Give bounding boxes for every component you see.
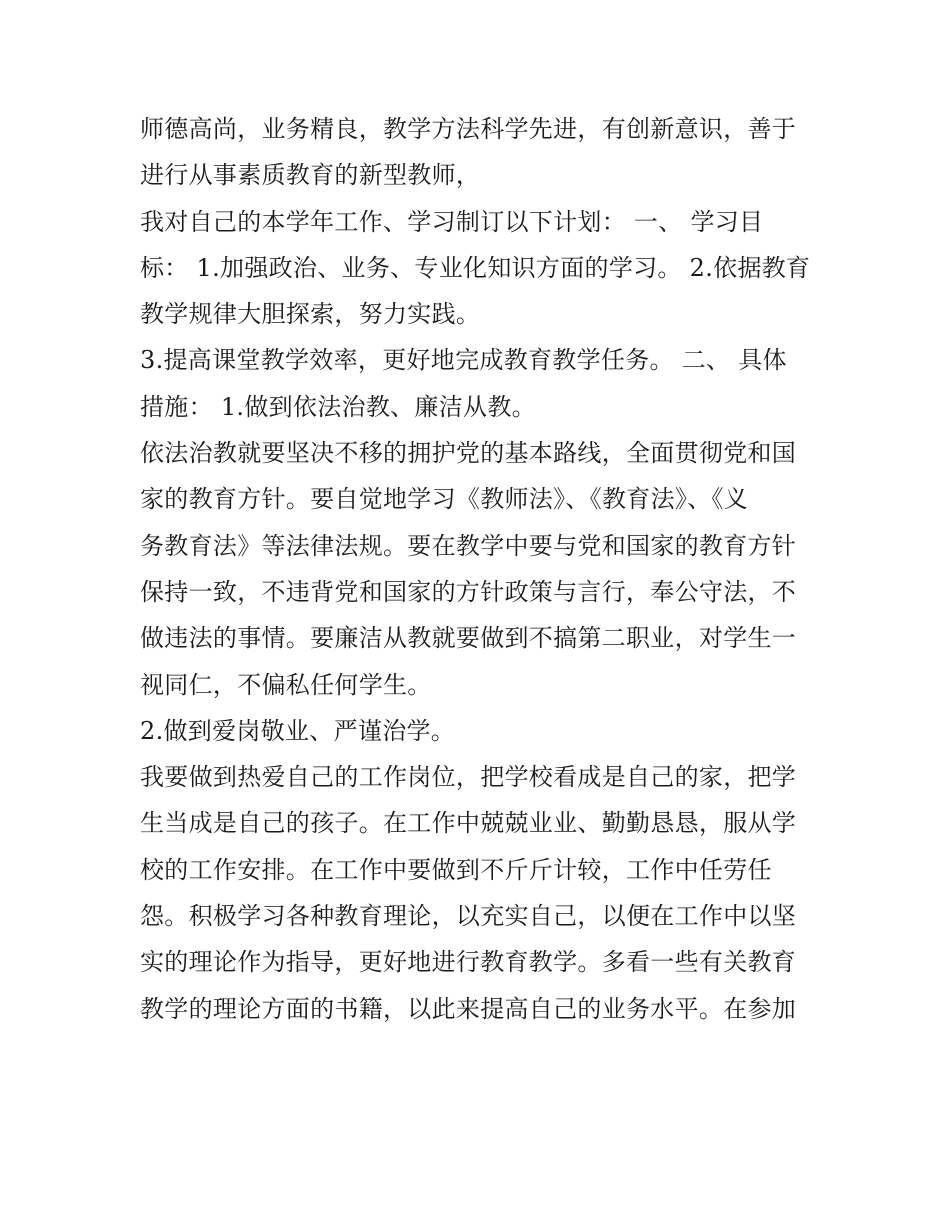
text-line: 标： 1.加强政治、业务、专业化知识方面的学习。 2.依据教育 bbox=[140, 253, 811, 282]
text-line: 进行从事素质教育的新型教师， bbox=[140, 161, 481, 190]
text-line: 3.提高课堂教学效率，更好地完成教育教学任务。 二、 具体 bbox=[140, 346, 787, 375]
text-line: 我对自己的本学年工作、学习制订以下计划： 一、 学习目 bbox=[140, 207, 764, 236]
text-line: 实的理论作为指导，更好地进行教育教学。多看一些有关教育 bbox=[140, 948, 797, 977]
text-line: 我要做到热爱自己的工作岗位，把学校看成是自己的家，把学 bbox=[140, 763, 797, 792]
text-line: 做违法的事情。要廉洁从教就要做到不搞第二职业，对学生一 bbox=[140, 624, 797, 653]
text-line: 校的工作安排。在工作中要做到不斤斤计较，工作中任劳任 bbox=[140, 855, 772, 884]
text-line: 保持一致，不违背党和国家的方针政策与言行，奉公守法，不 bbox=[140, 577, 797, 606]
text-line: 师德高尚，业务精良，教学方法科学先进，有创新意识，善于 bbox=[140, 115, 797, 143]
text-line: 视同仁，不偏私任何学生。 bbox=[140, 670, 432, 699]
text-line: 2.做到爱岗敬业、严谨治学。 bbox=[140, 716, 456, 745]
text-line: 教学规律大胆探索，努力实践。 bbox=[140, 300, 481, 329]
text-line: 教学的理论方面的书籍，以此来提高自己的业务水平。在参加 bbox=[140, 994, 797, 1023]
text-line: 措施： 1.做到依法治教、廉洁从教。 bbox=[140, 392, 536, 421]
document-body-text bbox=[140, 106, 820, 1032]
text-line: 怨。积极学习各种教育理论，以充实自己，以便在工作中以坚 bbox=[140, 902, 797, 931]
text-line: 家的教育方针。要自觉地学习《教师法》、《教育法》、《义 bbox=[140, 485, 749, 514]
text-line: 生当成是自己的孩子。在工作中兢兢业业、勤勤恳恳，服从学 bbox=[140, 809, 797, 838]
text-line: 依法治教就要坚决不移的拥护党的基本路线，全面贯彻党和国 bbox=[140, 439, 797, 468]
text-line: 务教育法》等法律法规。要在教学中要与党和国家的教育方针 bbox=[140, 531, 797, 560]
